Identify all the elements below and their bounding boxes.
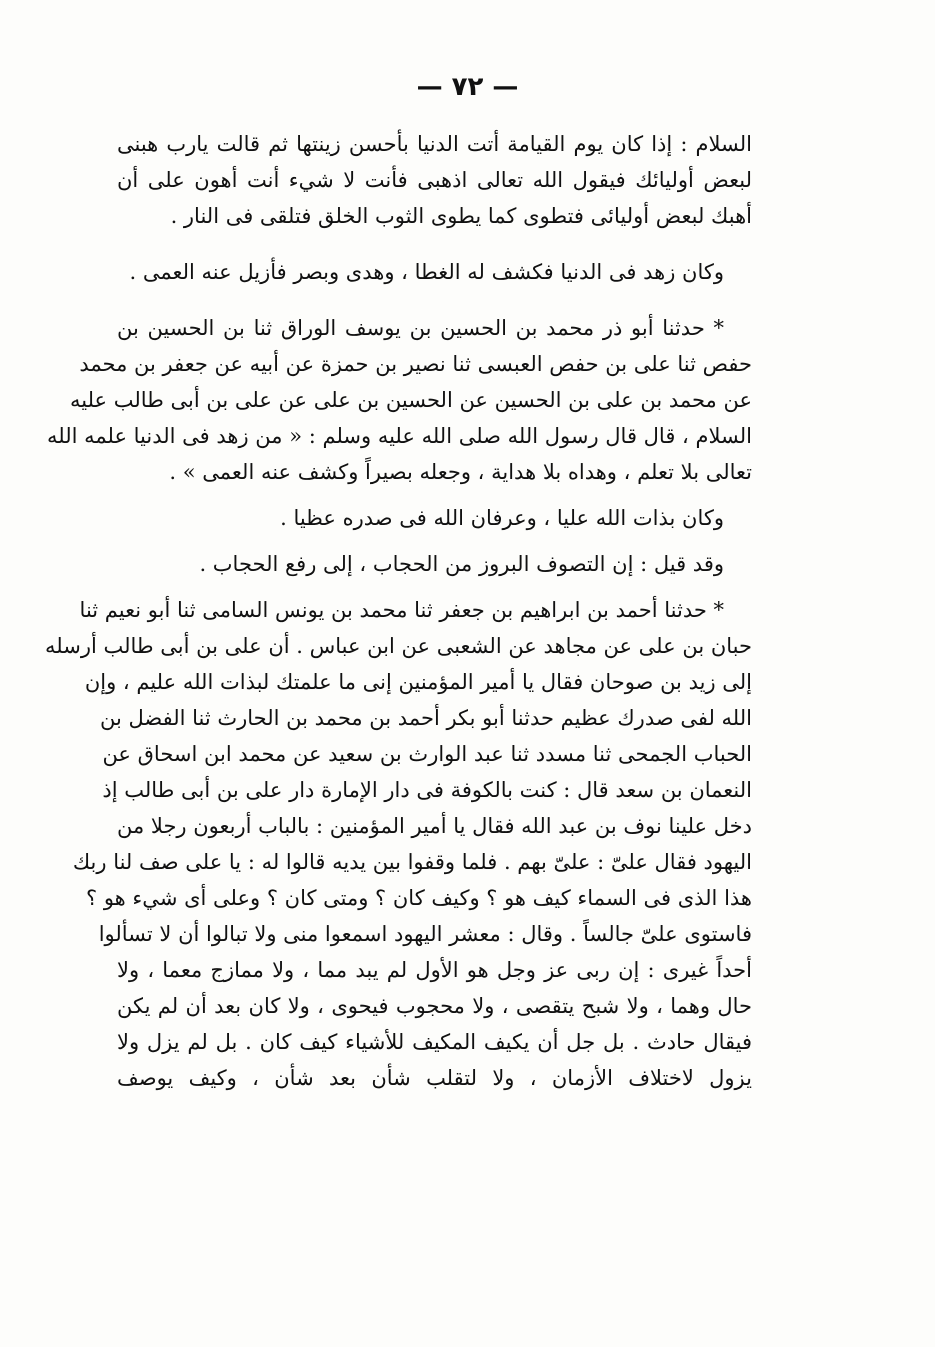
paragraph	[117, 546, 752, 582]
paragraph	[117, 254, 752, 290]
text-line: لبعض أوليائك فيقول الله تعالى اذهبى فأنت لا شيء أنت أهون على أن	[117, 168, 752, 192]
text-line: هذا الذى فى السماء كيف هو ؟ وكيف كان ؟ ومتى كان ؟ وعلى أى شيء هو ؟	[86, 886, 752, 910]
text-line: حفص ثنا على بن حفص العبسى ثنا نصير بن حمزة عن أبيه عن جعفر بن محمد	[79, 352, 752, 376]
text-line: إلى زيد بن صوحان فقال يا أمير المؤمنين إنى ما علمتك لبذات الله عليم ، وإن	[84, 670, 752, 694]
text-line: * حدثنا أحمد بن ابراهيم بن جعفر ثنا محمد بن يونس السامى ثنا أبو نعيم ثنا	[79, 598, 724, 622]
text-line: * حدثنا أبو ذر محمد بن الحسين بن يوسف الوراق ثنا بن الحسين بن	[117, 316, 724, 340]
text-line: حبان بن على عن مجاهد عن الشعبى عن ابن عباس . أن على بن أبى طالب أرسله	[45, 634, 752, 658]
text-line: يزول لاختلاف الأزمان ، ولا لتقلب شأن بعد شأن ، وكيف يوصف	[117, 1066, 752, 1090]
text-line: السلام : إذا كان يوم القيامة أتت الدنيا بأحسن زينتها ثم قالت يارب هبنى	[117, 132, 752, 156]
body-text	[45, 126, 752, 1096]
text-line: حال وهما ، ولا شبح يتقصى ، ولا محجوب فيحوى ، ولا كان بعد أن لم يكن	[117, 994, 752, 1018]
text-line: دخل علينا نوف بن عبد الله فقال يا أمير المؤمنين : بالباب أربعون رجلا من	[117, 814, 752, 838]
paragraph	[117, 500, 752, 536]
text-line: تعالى بلا تعلم ، وهداه بلا هداية ، وجعله بصيراً وكشف عنه العمى » .	[169, 460, 752, 484]
text-line: الله لفى صدرك عظيم حدثنا أبو بكر أحمد بن محمد بن الحارث ثنا الفضل بن	[99, 706, 752, 730]
hadith-paragraph	[46, 310, 752, 490]
text-line: السلام ، قال قال رسول الله صلى الله عليه وسلم : « من زهد فى الدنيا علمه الله	[46, 424, 752, 448]
text-line: أحداً غيرى : إن ربى عز وجل هو الأول لم يبد مما ، ولا ممازج معما ، ولا	[117, 958, 752, 982]
hadith-paragraph	[45, 592, 752, 1096]
text-line: فاستوى علىّ جالساً . وقال : معشر اليهود اسمعوا منى ولا تبالوا أن لا تسألوا	[98, 922, 752, 946]
text-line: النعمان بن سعد قال : كنت بالكوفة فى دار الإمارة دار على بن أبى طالب إذ	[102, 778, 752, 802]
text-line: أهبك لبعض أوليائى فتطوى كما يطوى الثوب الخلق فتلقى فى النار .	[170, 204, 752, 228]
text-line: الحباب الجمحى ثنا مسدد ثنا عبد الوارث بن سعيد عن محمد ابن اسحاق عن	[102, 742, 752, 766]
page-number: — ٧٢ —	[416, 72, 519, 102]
paragraph-continuation	[117, 126, 752, 234]
text-line: وكان زهد فى الدنيا فكشف له الغطا ، وهدى وبصر فأزيل عنه العمى .	[129, 260, 724, 284]
text-line: وقد قيل : إن التصوف البروز من الحجاب ، إلى رفع الحجاب .	[199, 552, 724, 576]
text-line: فيقال حادث . بل جل أن يكيف المكيف للأشياء كيف كان . بل لم يزل ولا	[117, 1030, 752, 1054]
text-line: عن محمد بن على بن الحسين عن الحسين بن على عن على بن أبى طالب عليه	[69, 388, 752, 412]
text-line: وكان بذات الله عليا ، وعرفان الله فى صدره عظيا .	[280, 506, 724, 530]
text-line: اليهود فقال علىّ : علىّ بهم . فلما وقفوا بين يديه قالوا له : يا على صف لنا ربك	[72, 850, 752, 874]
